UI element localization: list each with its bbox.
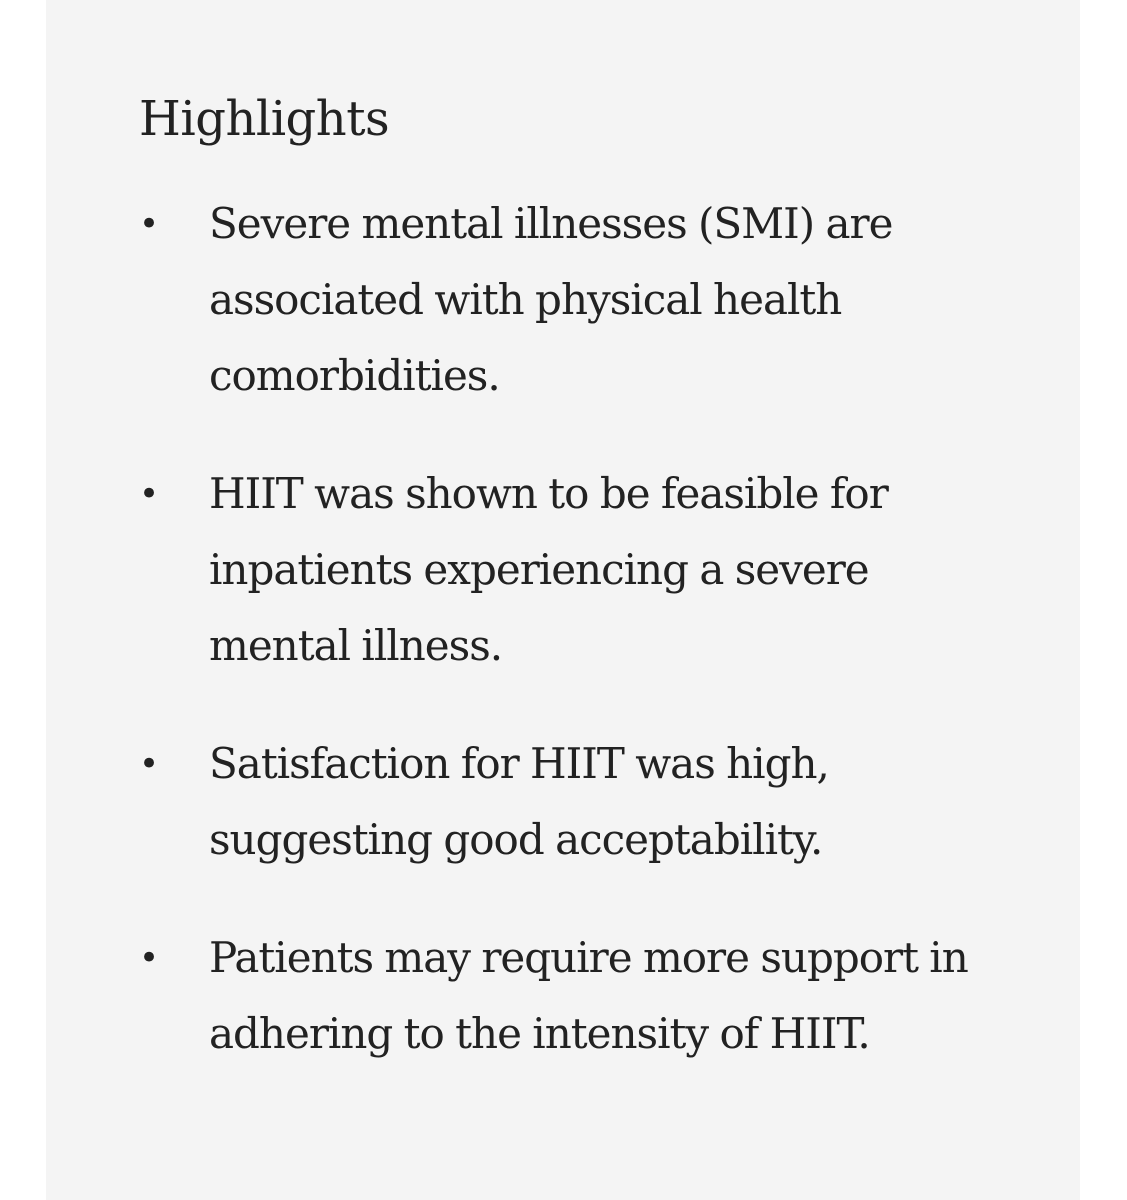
bullet-icon: • xyxy=(139,204,159,244)
highlight-text: Severe mental illnesses (SMI) are associated with physical health comorbidities. xyxy=(209,199,893,400)
highlight-text: Patients may require more support in adhering to the intensity of HIIT. xyxy=(209,933,968,1058)
highlights-list xyxy=(139,186,1019,1114)
highlights-panel xyxy=(46,0,1080,1200)
highlight-item xyxy=(139,726,1019,878)
highlights-title: Highlights xyxy=(139,91,390,147)
highlight-item xyxy=(139,920,1019,1072)
highlight-text: HIIT was shown to be feasible for inpatients experiencing a severe mental illness. xyxy=(209,469,888,670)
bullet-icon: • xyxy=(139,474,159,514)
bullet-icon: • xyxy=(139,744,159,784)
highlight-text: Satisfaction for HIIT was high, suggesting good acceptability. xyxy=(209,739,829,864)
highlight-item xyxy=(139,456,1019,684)
highlight-item xyxy=(139,186,1019,414)
bullet-icon: • xyxy=(139,938,159,978)
